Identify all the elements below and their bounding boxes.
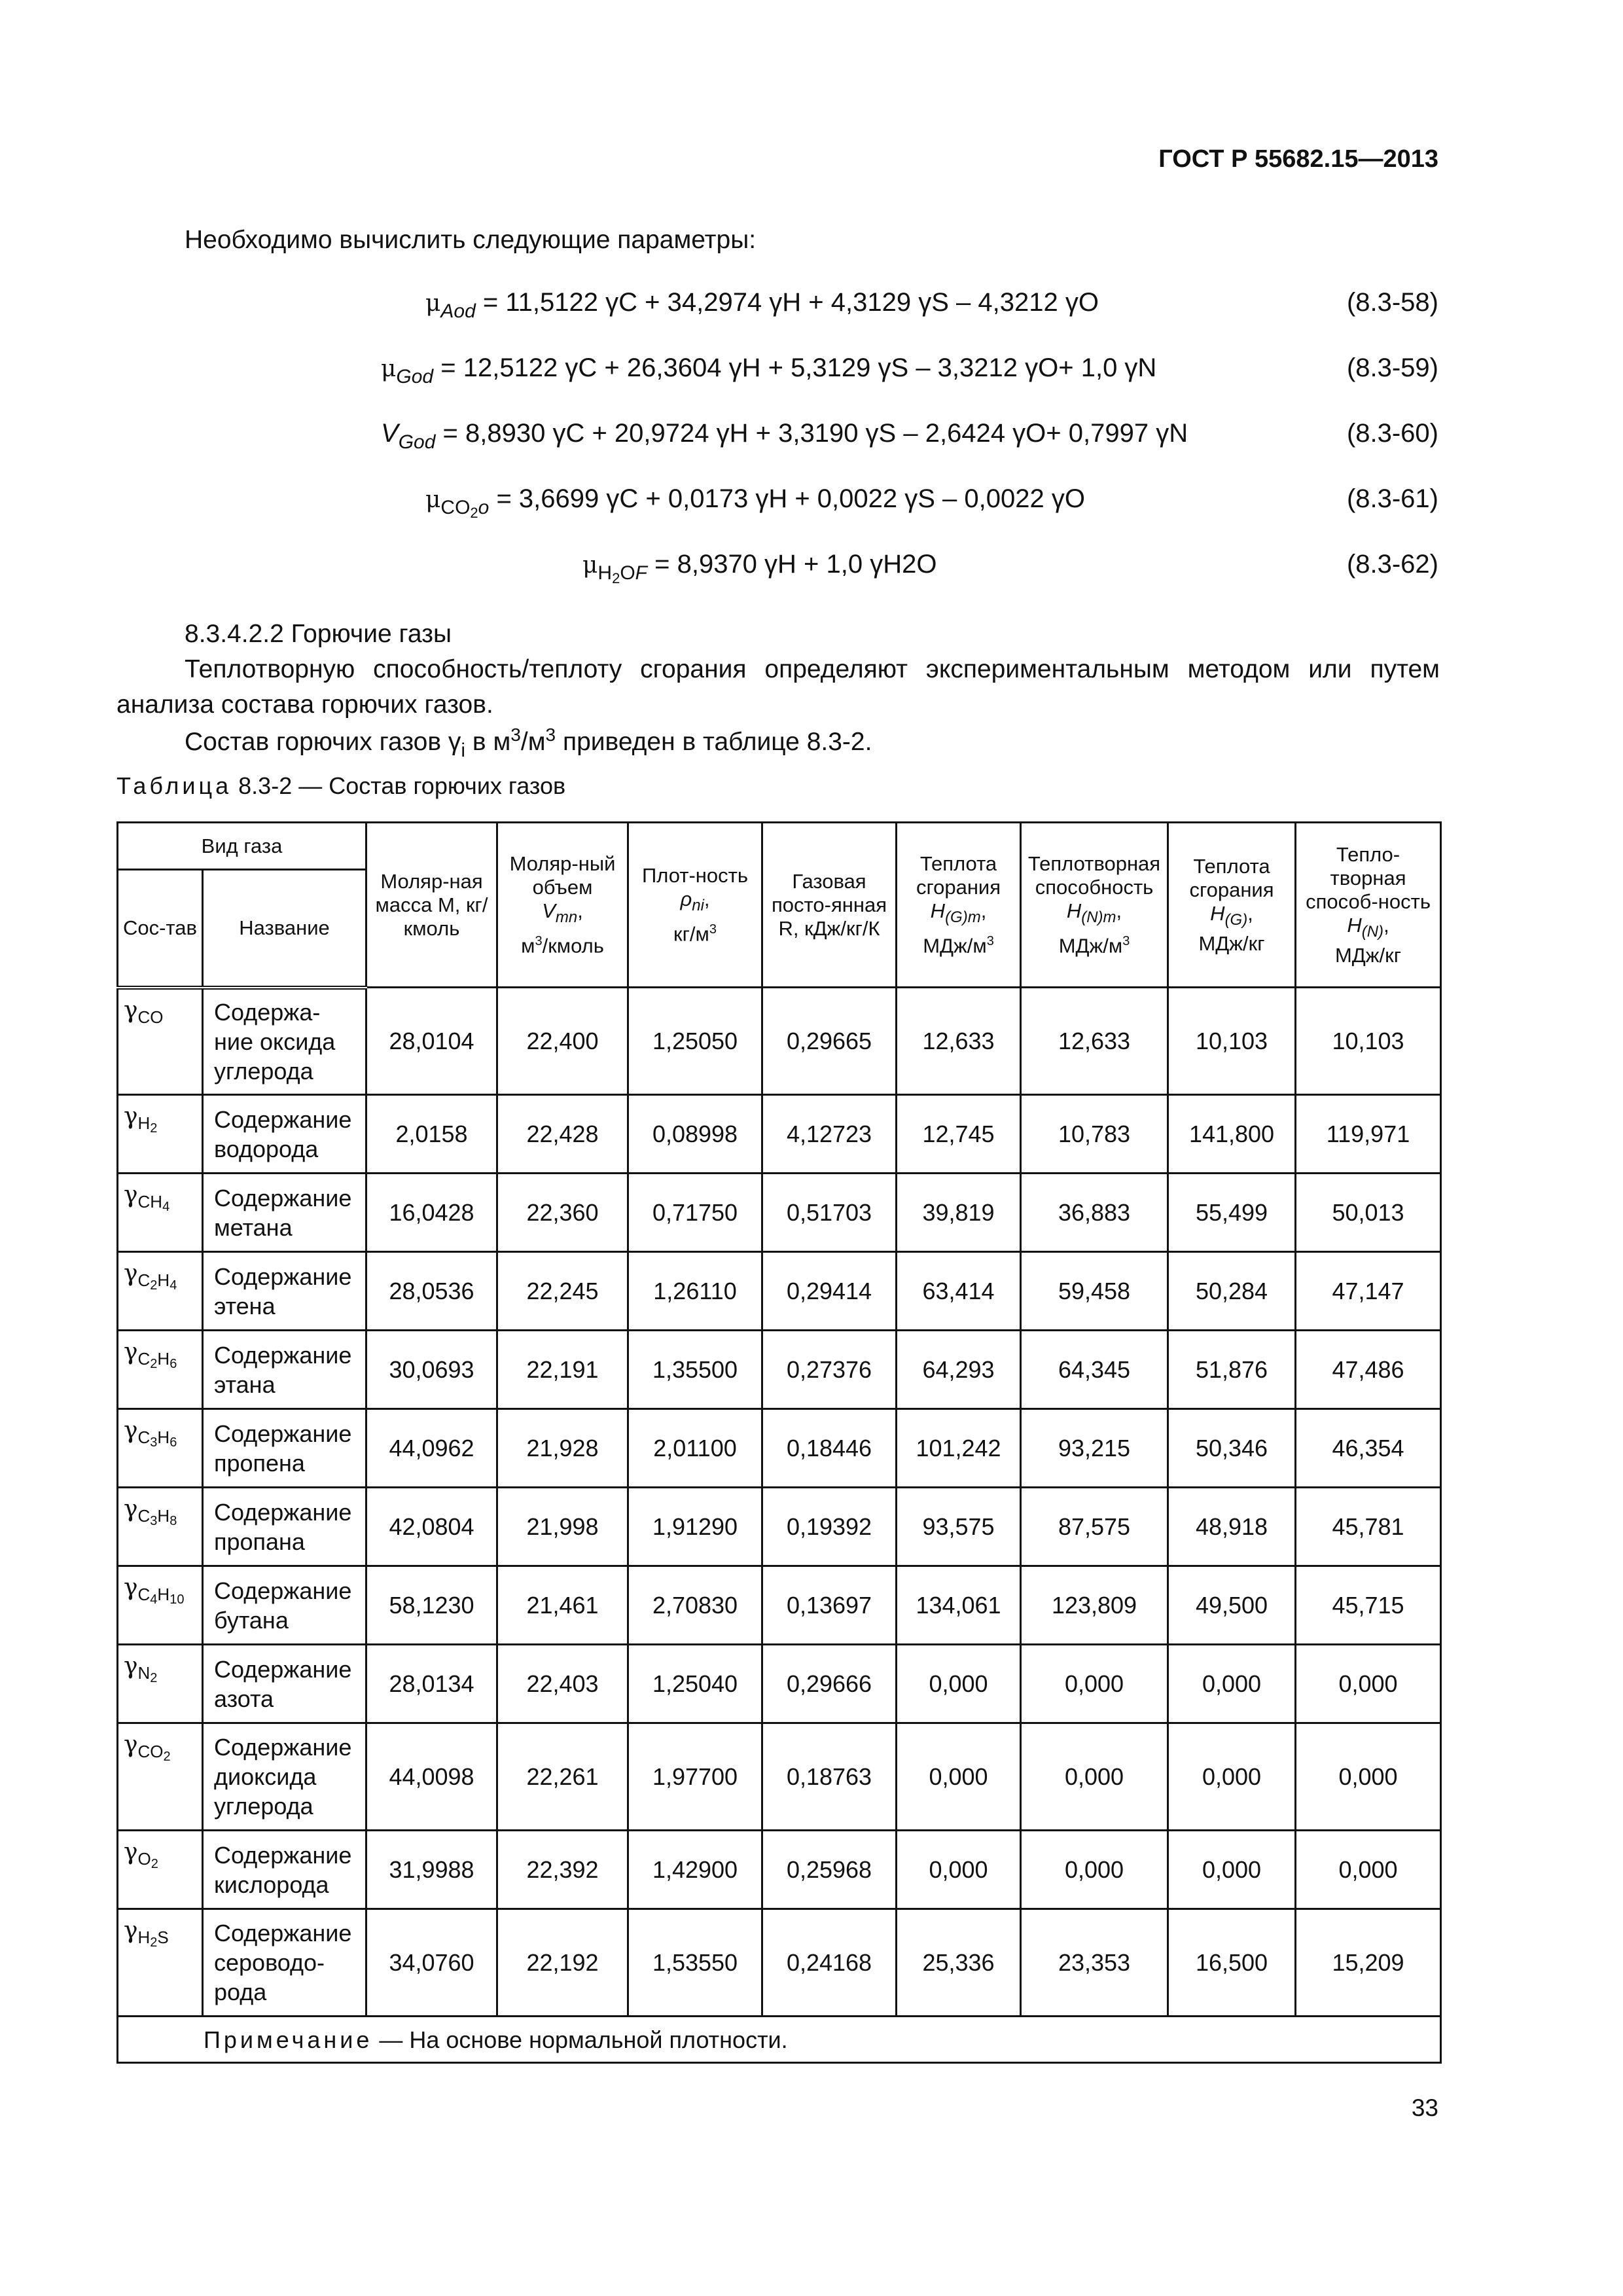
table-cell: 22,400	[497, 988, 628, 1095]
table-cell: 16,500	[1168, 1909, 1296, 2017]
table-cell: 28,0104	[366, 988, 497, 1095]
gas-symbol: $\gamma_{C4H10}$	[118, 1566, 203, 1645]
table-cell: 123,809	[1021, 1566, 1168, 1645]
header-gas-type: Вид газа	[118, 823, 366, 870]
section-paragraph: Теплотворную способность/теплоту сгорания определяют экспериментальным методом или путем анализа состава горючих газов.	[116, 655, 1440, 719]
gas-symbol: $\gamma_{C2H4}$	[118, 1252, 203, 1331]
table-cell: 101,242	[897, 1409, 1021, 1488]
table-cell: 50,284	[1168, 1252, 1296, 1331]
header-calorific-nm: Теплотворная способность $H_{(N)m}$, МДж/$м^3$	[1021, 823, 1168, 988]
gas-name: Содержа-ние оксида углерода	[203, 988, 366, 1095]
table-cell: 93,215	[1021, 1409, 1168, 1488]
table-cell: 0,000	[1168, 1831, 1296, 1909]
table-cell: 0,25968	[762, 1831, 897, 1909]
table-cell: 93,575	[897, 1488, 1021, 1566]
gas-symbol: $\gamma_{CO}$	[118, 988, 203, 1095]
table-row	[118, 1488, 1441, 1566]
table-cell: 0,08998	[628, 1095, 762, 1174]
table-cell: 0,000	[1296, 1723, 1441, 1831]
table-cell: 63,414	[897, 1252, 1021, 1331]
table-cell: 12,745	[897, 1095, 1021, 1174]
table-cell: 31,9988	[366, 1831, 497, 1909]
gas-symbol: $\gamma_{N2}$	[118, 1645, 203, 1723]
table-cell: 49,500	[1168, 1566, 1296, 1645]
table-cell: 45,781	[1296, 1488, 1441, 1566]
table-cell: 47,147	[1296, 1252, 1441, 1331]
table-cell: 51,876	[1168, 1331, 1296, 1409]
gas-name: Содержание диоксида углерода	[203, 1723, 366, 1831]
table-row	[118, 988, 1441, 1095]
gas-symbol: $\gamma_{C3H6}$	[118, 1409, 203, 1488]
table-cell: 1,35500	[628, 1331, 762, 1409]
document-header: ГОСТ Р 55682.15—2013	[1158, 145, 1438, 173]
gas-name: Содержание пропена	[203, 1409, 366, 1488]
table-cell: 22,192	[497, 1909, 628, 2017]
gas-composition-table	[116, 821, 1442, 2064]
table-cell: 0,000	[1168, 1723, 1296, 1831]
header-molar-mass: Моляр-ная масса M, кг/кмоль	[366, 823, 497, 988]
table-cell: 34,0760	[366, 1909, 497, 2017]
table-row	[118, 1252, 1441, 1331]
table-cell: 0,71750	[628, 1174, 762, 1252]
table-cell: 16,0428	[366, 1174, 497, 1252]
formula-number: (8.3-62)	[1346, 550, 1438, 579]
table-cell: 2,0158	[366, 1095, 497, 1174]
table-cell: 48,918	[1168, 1488, 1296, 1566]
header-heat-g: Теплота сгорания $H_{(G)}$, МДж/кг	[1168, 823, 1296, 988]
header-composition: Сос-тав	[118, 870, 203, 988]
table-cell: 25,336	[897, 1909, 1021, 2017]
table-cell: 50,013	[1296, 1174, 1441, 1252]
page-number: 33	[1411, 2094, 1438, 2121]
table-cell: 12,633	[897, 988, 1021, 1095]
gas-name: Содержание кислорода	[203, 1831, 366, 1909]
table-cell: 22,428	[497, 1095, 628, 1174]
table-cell: 36,883	[1021, 1174, 1168, 1252]
gas-name: Содержание бутана	[203, 1566, 366, 1645]
table-cell: 0,000	[1021, 1723, 1168, 1831]
table-cell: 45,715	[1296, 1566, 1441, 1645]
section-heading: 8.3.4.2.2 Горючие газы	[185, 620, 452, 648]
table-cell: 22,245	[497, 1252, 628, 1331]
table-cell: 1,25040	[628, 1645, 762, 1723]
header-name: Название	[203, 870, 366, 988]
table-cell: 2,01100	[628, 1409, 762, 1488]
table-cell: 0,27376	[762, 1331, 897, 1409]
table-cell: 39,819	[897, 1174, 1021, 1252]
table-cell: 0,29665	[762, 988, 897, 1095]
table-cell: 46,354	[1296, 1409, 1441, 1488]
table-cell: 0,13697	[762, 1566, 897, 1645]
table-cell: 1,25050	[628, 988, 762, 1095]
formula-number: (8.3-60)	[1346, 419, 1438, 448]
table-row	[118, 1095, 1441, 1174]
table-cell: 55,499	[1168, 1174, 1296, 1252]
table-cell: 59,458	[1021, 1252, 1168, 1331]
formula-8-3-59: $\mu_{God} = 12,5122$ γC + 26,3604 γH + 5,3129 γS – 3,3212 γO+ 1,0 γN	[381, 353, 1157, 387]
gas-name: Содержание азота	[203, 1645, 366, 1723]
table-cell: 141,800	[1168, 1095, 1296, 1174]
formula-rhs: = 8,8930 γC + 20,9724 γH + 3,3190 γS – 2,6424 γO+ 0,7997 γN	[435, 419, 1188, 448]
table-cell: 21,998	[497, 1488, 628, 1566]
table-cell: 0,000	[1168, 1645, 1296, 1723]
table-cell: 1,91290	[628, 1488, 762, 1566]
gas-name: Содержание сероводо-рода	[203, 1909, 366, 2017]
table-cell: 0,000	[897, 1723, 1021, 1831]
table-cell: 1,26110	[628, 1252, 762, 1331]
table-row	[118, 1723, 1441, 1831]
formula-number: (8.3-59)	[1346, 353, 1438, 382]
gas-symbol: $\gamma_{H2}$	[118, 1095, 203, 1174]
table-cell: 44,0962	[366, 1409, 497, 1488]
table-cell: 4,12723	[762, 1095, 897, 1174]
header-calorific-n: Тепло-творная способ-ность $H_{(N)}$, МДж/кг	[1296, 823, 1441, 988]
table-cell: 64,293	[897, 1331, 1021, 1409]
gas-symbol: $\gamma_{C2H6}$	[118, 1331, 203, 1409]
table-cell: 22,191	[497, 1331, 628, 1409]
table-cell: 0,000	[897, 1831, 1021, 1909]
table-row	[118, 1831, 1441, 1909]
table-cell: 22,261	[497, 1723, 628, 1831]
table-cell: 22,403	[497, 1645, 628, 1723]
formula-8-3-58: $\mu_{Aod} = 11,5122$ γC + 34,2974 γH + 4,3129 γS – 4,3212 γO	[425, 288, 1099, 322]
gas-name: Содержание этана	[203, 1331, 366, 1409]
table-cell: 42,0804	[366, 1488, 497, 1566]
gas-symbol: $\gamma_{CH4}$	[118, 1174, 203, 1252]
table-cell: 1,97700	[628, 1723, 762, 1831]
formula-8-3-61: $\mu_{CO_2o} = 3,6699$ γC + 0,0173 γH + 0,0022 γS – 0,0022 γO	[425, 484, 1085, 521]
gas-symbol: $\gamma_{C3H8}$	[118, 1488, 203, 1566]
table-cell: 10,783	[1021, 1095, 1168, 1174]
table-cell: 47,486	[1296, 1331, 1441, 1409]
table-cell: 0,51703	[762, 1174, 897, 1252]
section-paragraph-composition: Состав горючих газов $\gamma_i$ в $м^3/м^3$ приведен в таблице 8.3-2.	[185, 725, 872, 761]
table-cell: 15,209	[1296, 1909, 1441, 2017]
table-cell: 64,345	[1021, 1331, 1168, 1409]
gas-name: Содержание водорода	[203, 1095, 366, 1174]
table-cell: 0,29666	[762, 1645, 897, 1723]
table-cell: 2,70830	[628, 1566, 762, 1645]
table-cell: 0,18446	[762, 1409, 897, 1488]
formula-8-3-60: $V_{God} = 8,8930$ γC + 20,9724 γH + 3,3190 γS – 2,6424 γO+ 0,7997 γN	[381, 419, 1188, 453]
table-cell: 0,000	[1021, 1645, 1168, 1723]
formula-8-3-62: $\mu_{H_2OF} = 8,9370$ γH + 1,0 γH2O	[582, 550, 937, 586]
table-caption	[116, 772, 565, 800]
gas-symbol: $\gamma_{H2S}$	[118, 1909, 203, 2017]
formula-rhs: = 8,9370 γH + 1,0 γH2O	[647, 550, 937, 579]
table-cell: 22,392	[497, 1831, 628, 1909]
table-row	[118, 1909, 1441, 2017]
formula-rhs: = 12,5122 γC + 26,3604 γH + 5,3129 γS – 3,3212 γO+ 1,0 γN	[433, 353, 1157, 382]
table-cell: 44,0098	[366, 1723, 497, 1831]
gas-symbol: $\gamma_{O2}$	[118, 1831, 203, 1909]
table-row	[118, 1174, 1441, 1252]
table-caption-title: 8.3-2 — Состав горючих газов	[232, 772, 566, 799]
header-molar-volume: Моляр-ный объем $V_{mn}$, $м^3$/кмоль	[497, 823, 628, 988]
table-cell: 21,461	[497, 1566, 628, 1645]
table-cell: 0,24168	[762, 1909, 897, 2017]
table-cell: 87,575	[1021, 1488, 1168, 1566]
table-cell: 0,29414	[762, 1252, 897, 1331]
table-cell: 1,42900	[628, 1831, 762, 1909]
table-cell: 10,103	[1296, 988, 1441, 1095]
table-note: Примечание — На основе нормальной плотности.	[118, 2017, 1441, 2063]
table-cell: 58,1230	[366, 1566, 497, 1645]
table-row	[118, 1566, 1441, 1645]
table-cell: 1,53550	[628, 1909, 762, 2017]
table-cell: 28,0536	[366, 1252, 497, 1331]
header-heat-gm: Теплота сгорания $H_{(G)m}$, МДж/$м^3$	[897, 823, 1021, 988]
table-cell: 28,0134	[366, 1645, 497, 1723]
table-cell: 22,360	[497, 1174, 628, 1252]
table-cell: 30,0693	[366, 1331, 497, 1409]
intro-text: Необходимо вычислить следующие параметры:	[185, 226, 757, 254]
table-row	[118, 1645, 1441, 1723]
header-gas-constant: Газовая посто-янная R, кДж/кг/К	[762, 823, 897, 988]
formula-number: (8.3-58)	[1346, 288, 1438, 317]
table-cell: 0,000	[1021, 1831, 1168, 1909]
table-cell: 10,103	[1168, 988, 1296, 1095]
gas-name: Содержание пропана	[203, 1488, 366, 1566]
header-density: Плот-ность $\rho_{ni}$, $кг/м^3$	[628, 823, 762, 988]
gas-name: Содержание метана	[203, 1174, 366, 1252]
table-cell: 0,18763	[762, 1723, 897, 1831]
table-cell: 119,971	[1296, 1095, 1441, 1174]
formula-number: (8.3-61)	[1346, 484, 1438, 513]
table-cell: 23,353	[1021, 1909, 1168, 2017]
table-caption-label: Таблица	[116, 772, 232, 799]
formula-rhs: = 11,5122 γC + 34,2974 γH + 4,3129 γS – 4,3212 γO	[475, 288, 1099, 317]
table-cell: 50,346	[1168, 1409, 1296, 1488]
table-row	[118, 1409, 1441, 1488]
table-cell: 134,061	[897, 1566, 1021, 1645]
table-cell: 21,928	[497, 1409, 628, 1488]
table-row	[118, 1331, 1441, 1409]
table-cell: 0,000	[897, 1645, 1021, 1723]
gas-name: Содержание этена	[203, 1252, 366, 1331]
table-cell: 0,000	[1296, 1645, 1441, 1723]
gas-symbol: $\gamma_{CO2}$	[118, 1723, 203, 1831]
table-cell: 0,19392	[762, 1488, 897, 1566]
table-cell: 0,000	[1296, 1831, 1441, 1909]
table-cell: 12,633	[1021, 988, 1168, 1095]
formula-rhs: = 3,6699 γC + 0,0173 γH + 0,0022 γS – 0,0022 γO	[489, 484, 1085, 513]
